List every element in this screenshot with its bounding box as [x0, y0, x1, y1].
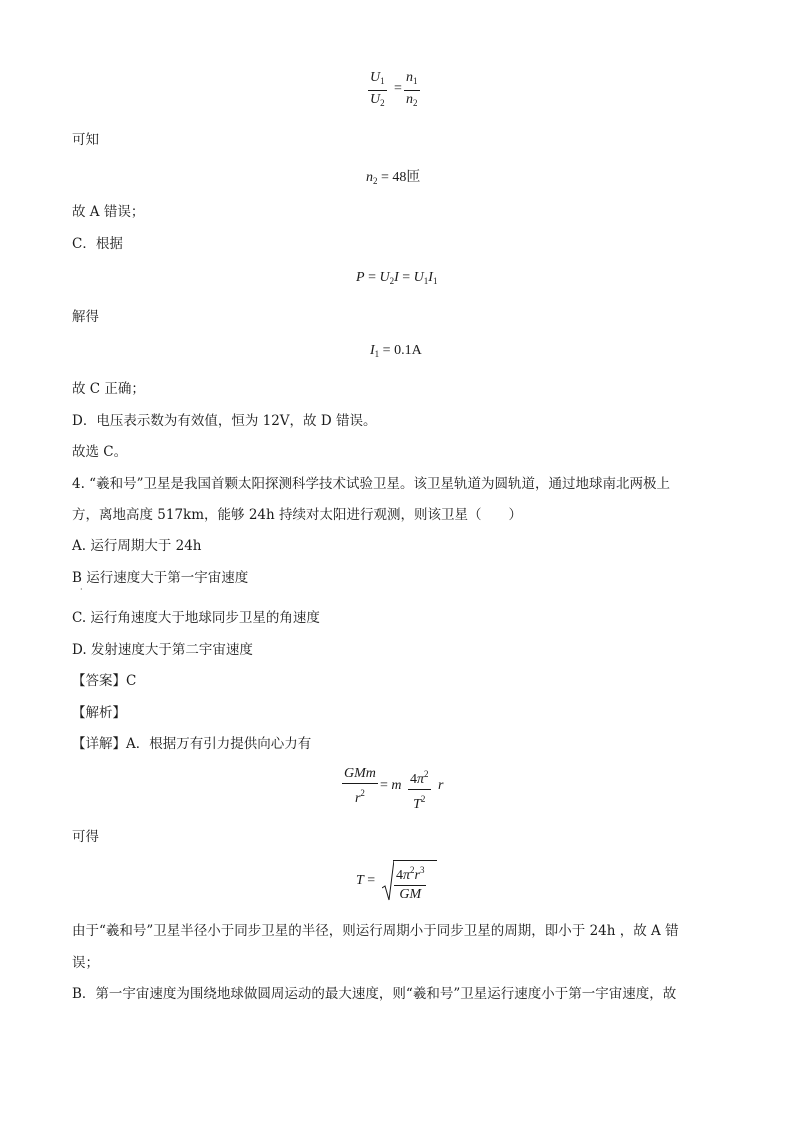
reason-line-2: 误； — [72, 955, 99, 971]
formula-power: $P = U_2I = U_1I_1$ — [356, 270, 438, 286]
option-d: D. 发射速度大于第二宇宙速度 — [72, 642, 253, 658]
answer-tag: 【答案】C — [72, 673, 137, 689]
analysis-tag: 【解析】 — [72, 705, 126, 721]
option-c: C. 运行角速度大于地球同步卫星的角速度 — [72, 610, 320, 626]
text-line: 故 C 正确； — [72, 381, 145, 397]
formula-current: $I_1 = 0.1A$ — [370, 343, 422, 359]
formula-ratio: $U_1$ $U_2$ = $n_1$ $n_2$ — [370, 70, 418, 108]
question-4-stem: 4. “羲和号”卫星是我国首颗太阳探测科学技术试验卫星。该卫星轨道为圆轨道，通过地球南北两极上 — [72, 476, 670, 492]
text-line: C．根据 — [72, 236, 123, 252]
reason-line-3: B．第一宇宙速度为围绕地球做圆周运动的最大速度，则“羲和号”卫星运行速度小于第一宇宙速度，故 — [72, 986, 677, 1002]
text-line: 可知 — [72, 132, 99, 148]
reason-line-1: 由于“羲和号”卫星半径小于同步卫星的半径，则运行周期小于同步卫星的周期，即小于 24h ，故 A 错 — [72, 923, 679, 939]
text-line: 可得 — [72, 829, 99, 845]
option-a: A. 运行周期大于 24h — [72, 538, 202, 554]
option-b: B 运行速度大于第一宇宙速度 — [72, 570, 249, 586]
formula-n2: $n_2 = 48$匝 — [366, 170, 421, 186]
detail-line: 【详解】A．根据万有引力提供向心力有 — [72, 736, 312, 752]
question-4-stem-cont: 方，离地高度 517km，能够 24h 持续对太阳进行观测，则该卫星（ ） — [72, 507, 522, 523]
formula-gravity: GMm $r^2$ = m $4\pi^2$ $T^2$ r — [344, 766, 444, 812]
text-line: 故选 C。 — [72, 444, 128, 460]
text-line: 故 A 错误； — [72, 204, 145, 220]
sqrt-sign — [382, 858, 394, 902]
text-line: D．电压表示数为有效值，恒为 12V，故 D 错误。 — [72, 413, 377, 429]
formula-period: T = $4\pi^2r^3$ GM — [356, 858, 446, 904]
stray-dot: · — [80, 585, 83, 594]
text-line: 解得 — [72, 309, 99, 325]
